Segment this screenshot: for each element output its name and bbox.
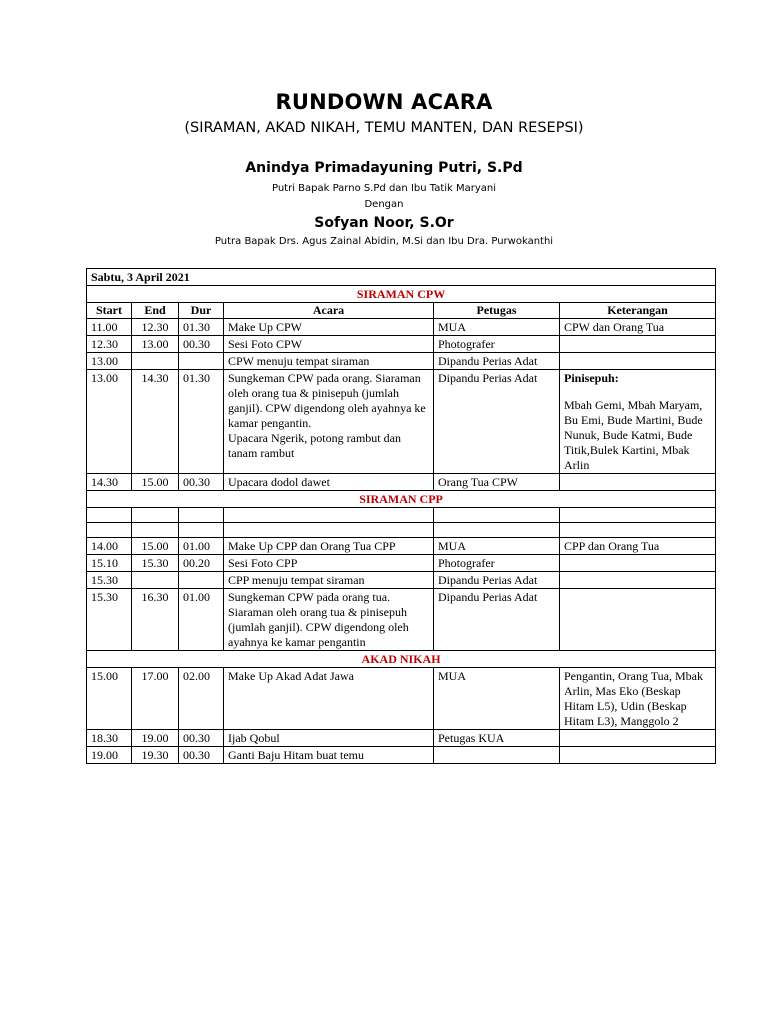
cell-dur: 02.00 bbox=[179, 668, 224, 730]
cell-dur: 00.20 bbox=[179, 555, 224, 572]
acara-text: Make Up CPP dan Orang Tua CPP bbox=[228, 539, 396, 553]
cell-end: 16.30 bbox=[132, 589, 179, 651]
empty-cell bbox=[434, 523, 560, 538]
cell-dur: 00.30 bbox=[179, 747, 224, 764]
groom-name: Sofyan Noor, S.Or bbox=[314, 215, 454, 231]
connector-text: Dengan bbox=[364, 199, 404, 210]
cell-petugas: Dipandu Perias Adat bbox=[434, 572, 560, 589]
cell-end: 14.30 bbox=[132, 370, 179, 474]
cell-petugas: Photografer bbox=[434, 555, 560, 572]
cell-petugas: Dipandu Perias Adat bbox=[434, 589, 560, 651]
table-row bbox=[87, 353, 716, 370]
empty-cell bbox=[87, 523, 132, 538]
keterangan-heading: Pinisepuh: bbox=[564, 371, 619, 385]
table-row bbox=[87, 589, 716, 651]
empty-cell bbox=[132, 508, 179, 523]
cell-dur: 01.30 bbox=[179, 319, 224, 336]
cell-petugas: MUA bbox=[434, 319, 560, 336]
empty-cell bbox=[132, 523, 179, 538]
acara-text: Sesi Foto CPP bbox=[228, 556, 298, 570]
cell-dur: 00.30 bbox=[179, 474, 224, 491]
cell-acara bbox=[224, 538, 434, 555]
cell-acara bbox=[224, 589, 434, 651]
cell-end bbox=[132, 353, 179, 370]
cell-keterangan bbox=[560, 589, 716, 651]
cell-start: 15.30 bbox=[87, 589, 132, 651]
document-title: RUNDOWN ACARA bbox=[275, 90, 493, 114]
cell-keterangan: Pengantin, Orang Tua, Mbak Arlin, Mas Eko (Beskap Hitam L5), Udin (Beskap Hitam L3), Manggolo 2 bbox=[560, 668, 716, 730]
cell-acara bbox=[224, 555, 434, 572]
column-header-start: Start bbox=[87, 303, 132, 319]
column-header-dur: Dur bbox=[179, 303, 224, 319]
empty-cell bbox=[179, 508, 224, 523]
column-header-acara: Acara bbox=[224, 303, 434, 319]
acara-text: Sesi Foto CPW bbox=[228, 337, 303, 351]
empty-row bbox=[87, 523, 716, 538]
column-header-row bbox=[87, 303, 716, 319]
table-row bbox=[87, 538, 716, 555]
acara-text: Sungkeman CPW pada orang tua. Siaraman oleh orang tua & pinisepuh (jumlah ganjil). CPW digendong oleh ayahnya ke kamar pengantin bbox=[228, 590, 409, 649]
cell-dur bbox=[179, 353, 224, 370]
table-row bbox=[87, 730, 716, 747]
section-title: AKAD NIKAH bbox=[87, 651, 716, 668]
cell-start: 11.00 bbox=[87, 319, 132, 336]
date-cell: Sabtu, 3 April 2021 bbox=[87, 269, 716, 286]
cell-start: 15.00 bbox=[87, 668, 132, 730]
cell-petugas: Orang Tua CPW bbox=[434, 474, 560, 491]
cell-keterangan: CPW dan Orang Tua bbox=[560, 319, 716, 336]
cell-start: 15.10 bbox=[87, 555, 132, 572]
column-header-end: End bbox=[132, 303, 179, 319]
cell-start: 13.00 bbox=[87, 370, 132, 474]
cell-keterangan bbox=[560, 747, 716, 764]
acara-text: Make Up CPW bbox=[228, 320, 302, 334]
cell-acara bbox=[224, 370, 434, 474]
cell-end: 17.00 bbox=[132, 668, 179, 730]
acara-text: Ijab Qobul bbox=[228, 731, 280, 745]
cell-dur: 01.30 bbox=[179, 370, 224, 474]
cell-keterangan bbox=[560, 370, 716, 474]
cell-end: 15.00 bbox=[132, 538, 179, 555]
cell-acara bbox=[224, 730, 434, 747]
cell-end: 15.00 bbox=[132, 474, 179, 491]
cell-keterangan bbox=[560, 555, 716, 572]
cell-acara bbox=[224, 319, 434, 336]
cell-dur: 00.30 bbox=[179, 336, 224, 353]
table-row bbox=[87, 572, 716, 589]
column-header-petugas: Petugas bbox=[434, 303, 560, 319]
cell-petugas: MUA bbox=[434, 538, 560, 555]
cell-start: 19.00 bbox=[87, 747, 132, 764]
cell-dur: 00.30 bbox=[179, 730, 224, 747]
empty-cell bbox=[224, 523, 434, 538]
cell-acara bbox=[224, 336, 434, 353]
keterangan-text: Mbah Gemi, Mbah Maryam, Bu Emi, Bude Martini, Bude Nunuk, Bude Katmi, Bude Titik,Bulek Kartini, Mbak Arlin bbox=[564, 398, 703, 472]
cell-end: 19.30 bbox=[132, 747, 179, 764]
table-row bbox=[87, 668, 716, 730]
cell-keterangan bbox=[560, 572, 716, 589]
cell-petugas: Photografer bbox=[434, 336, 560, 353]
cell-petugas: Petugas KUA bbox=[434, 730, 560, 747]
table-row bbox=[87, 319, 716, 336]
empty-cell bbox=[224, 508, 434, 523]
cell-petugas: Dipandu Perias Adat bbox=[434, 370, 560, 474]
empty-cell bbox=[434, 508, 560, 523]
cell-petugas: Dipandu Perias Adat bbox=[434, 353, 560, 370]
section-row bbox=[87, 286, 716, 303]
cell-start: 12.30 bbox=[87, 336, 132, 353]
column-header-keterangan: Keterangan bbox=[560, 303, 716, 319]
bride-name: Anindya Primadayuning Putri, S.Pd bbox=[245, 160, 523, 176]
cell-end: 19.00 bbox=[132, 730, 179, 747]
groom-parents: Putra Bapak Drs. Agus Zainal Abidin, M.Si dan Ibu Dra. Purwokanthi bbox=[214, 236, 554, 247]
cell-keterangan bbox=[560, 474, 716, 491]
cell-dur bbox=[179, 572, 224, 589]
cell-start: 14.30 bbox=[87, 474, 132, 491]
cell-end: 13.00 bbox=[132, 336, 179, 353]
empty-row bbox=[87, 508, 716, 523]
table-row bbox=[87, 370, 716, 474]
date-row bbox=[87, 269, 716, 286]
cell-acara bbox=[224, 572, 434, 589]
cell-petugas: MUA bbox=[434, 668, 560, 730]
cell-acara bbox=[224, 474, 434, 491]
acara-text: CPW menuju tempat siraman bbox=[228, 354, 370, 368]
cell-dur: 01.00 bbox=[179, 589, 224, 651]
table-row bbox=[87, 555, 716, 572]
document-subtitle: (SIRAMAN, AKAD NIKAH, TEMU MANTEN, DAN RESEPSI) bbox=[184, 120, 584, 136]
cell-keterangan: CPP dan Orang Tua bbox=[560, 538, 716, 555]
cell-start: 14.00 bbox=[87, 538, 132, 555]
acara-text: Ganti Baju Hitam buat temu bbox=[228, 748, 364, 762]
cell-keterangan bbox=[560, 336, 716, 353]
rundown-table bbox=[86, 268, 716, 764]
acara-text: Sungkeman CPW pada orang. Siaraman oleh orang tua & pinisepuh (jumlah ganjil). CPW digendong oleh ayahnya ke kamar pengantin. Upacara Ngerik, potong rambut dan tanam rambut bbox=[228, 371, 426, 460]
cell-keterangan bbox=[560, 353, 716, 370]
cell-acara bbox=[224, 668, 434, 730]
cell-end: 12.30 bbox=[132, 319, 179, 336]
empty-cell bbox=[560, 508, 716, 523]
empty-cell bbox=[179, 523, 224, 538]
table-row bbox=[87, 747, 716, 764]
bride-parents: Putri Bapak Parno S.Pd dan Ibu Tatik Maryani bbox=[271, 183, 497, 194]
empty-cell bbox=[87, 508, 132, 523]
section-row bbox=[87, 651, 716, 668]
section-title: SIRAMAN CPP bbox=[87, 491, 716, 508]
cell-petugas bbox=[434, 747, 560, 764]
section-row bbox=[87, 491, 716, 508]
cell-start: 15.30 bbox=[87, 572, 132, 589]
table-row bbox=[87, 474, 716, 491]
acara-text: CPP menuju tempat siraman bbox=[228, 573, 365, 587]
cell-start: 18.30 bbox=[87, 730, 132, 747]
cell-dur: 01.00 bbox=[179, 538, 224, 555]
cell-start: 13.00 bbox=[87, 353, 132, 370]
empty-cell bbox=[560, 523, 716, 538]
cell-end: 15.30 bbox=[132, 555, 179, 572]
table-row bbox=[87, 336, 716, 353]
cell-acara bbox=[224, 353, 434, 370]
cell-end bbox=[132, 572, 179, 589]
section-title: SIRAMAN CPW bbox=[87, 286, 716, 303]
cell-acara bbox=[224, 747, 434, 764]
acara-text: Make Up Akad Adat Jawa bbox=[228, 669, 354, 683]
cell-keterangan bbox=[560, 730, 716, 747]
acara-text: Upacara dodol dawet bbox=[228, 475, 330, 489]
